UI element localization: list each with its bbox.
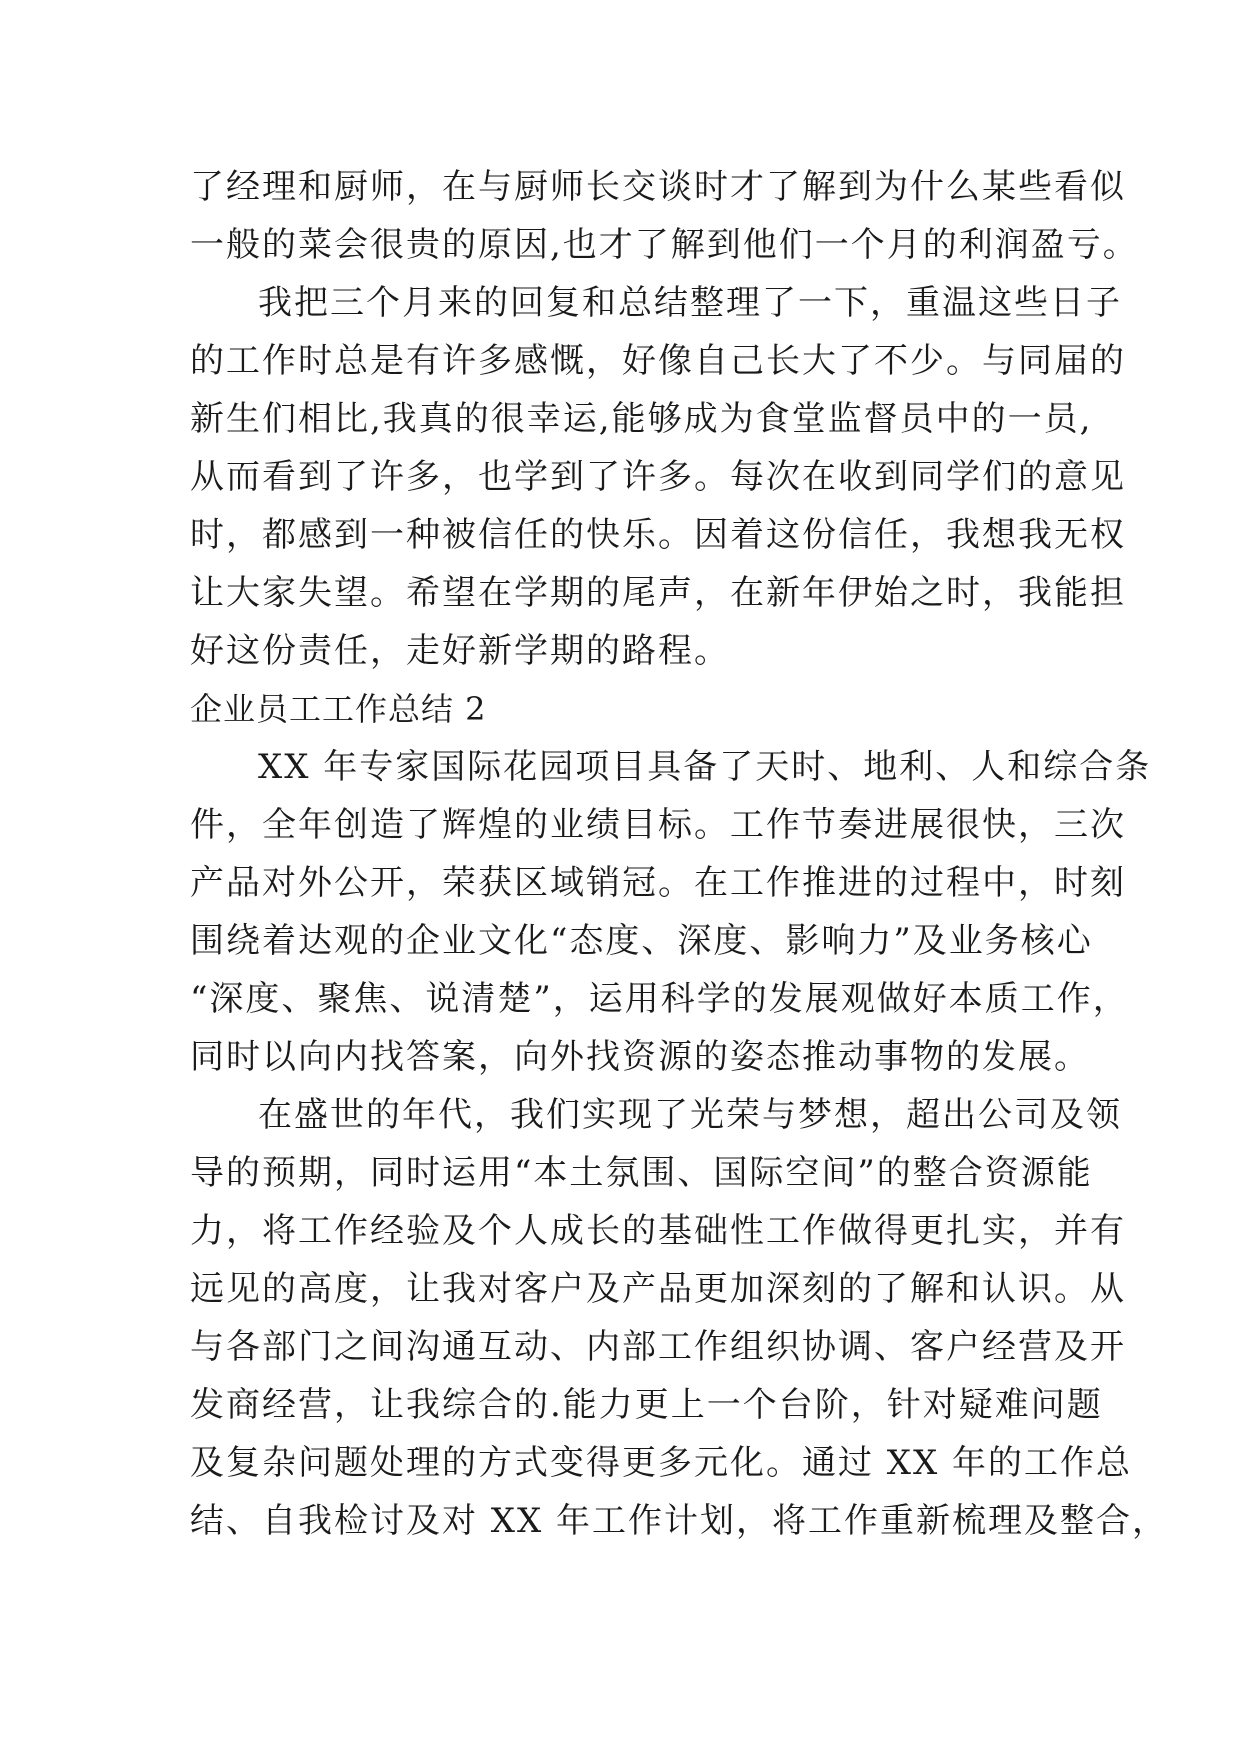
section-heading: 企业员工工作总结 2	[190, 690, 487, 728]
paragraph-line: 在盛世的年代，我们实现了光荣与梦想，超出公司及领	[258, 1095, 1122, 1135]
paragraph-line: 导的预期，同时运用“本土氛围、国际空间”的整合资源能	[190, 1153, 1093, 1193]
paragraph-line: 让大家失望。希望在学期的尾声，在新年伊始之时，我能担	[190, 573, 1126, 613]
paragraph-line: 好这份责任，走好新学期的路程。	[190, 631, 730, 671]
paragraph-line: 一般的菜会很贵的原因,也才了解到他们一个月的利润盈亏。	[190, 225, 1139, 265]
paragraph-line: “深度、聚焦、说清楚”，运用科学的发展观做好本质工作，	[190, 979, 1129, 1019]
paragraph-line: 围绕着达观的企业文化“态度、深度、影响力”及业务核心	[190, 921, 1093, 961]
paragraph-line: 同时以向内找答案，向外找资源的姿态推动事物的发展。	[190, 1037, 1090, 1077]
paragraph-line: 我把三个月来的回复和总结整理了一下，重温这些日子	[258, 283, 1122, 323]
document-body	[190, 158, 1169, 1550]
paragraph-line: 件，全年创造了辉煌的业绩目标。工作节奏进展很快，三次	[190, 805, 1126, 845]
paragraph-line: 结、自我检讨及对 XX 年工作计划，将工作重新梳理及整合，	[190, 1501, 1169, 1541]
paragraph-line: 时，都感到一种被信任的快乐。因着这份信任，我想我无权	[190, 515, 1126, 555]
paragraph-line: 的工作时总是有许多感慨，好像自己长大了不少。与同届的	[190, 341, 1126, 381]
paragraph-line: 从而看到了许多，也学到了许多。每次在收到同学们的意见	[190, 457, 1126, 497]
paragraph-line: 产品对外公开，荣获区域销冠。在工作推进的过程中，时刻	[190, 863, 1126, 903]
paragraph-line: 及复杂问题处理的方式变得更多元化。通过 XX 年的工作总	[190, 1443, 1133, 1483]
paragraph-line: XX 年专家国际花园项目具备了天时、地利、人和综合条	[258, 747, 1152, 787]
paragraph-line: 新生们相比,我真的很幸运,能够成为食堂监督员中的一员,	[190, 399, 1093, 439]
paragraph-line: 力，将工作经验及个人成长的基础性工作做得更扎实，并有	[190, 1211, 1126, 1251]
paragraph-line: 与各部门之间沟通互动、内部工作组织协调、客户经营及开	[190, 1327, 1126, 1367]
paragraph-line: 了经理和厨师，在与厨师长交谈时才了解到为什么某些看似	[190, 167, 1126, 207]
paragraph-line: 远见的高度，让我对客户及产品更加深刻的了解和认识。从	[190, 1269, 1126, 1309]
paragraph-line: 发商经营，让我综合的.能力更上一个台阶，针对疑难问题	[190, 1385, 1103, 1425]
